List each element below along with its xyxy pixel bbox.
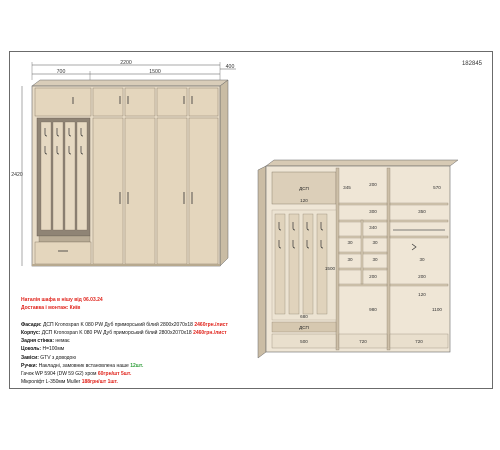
order-title [21, 296, 261, 312]
dim-200: 200 [369, 182, 377, 187]
dim-height: 2420 [11, 172, 23, 178]
dim-340: 340 [369, 225, 377, 230]
dim-120a: 120 [300, 198, 308, 203]
dim-30e: 30 [419, 257, 425, 262]
dim-300: 300 [369, 209, 377, 214]
dim-980: 980 [369, 307, 377, 312]
front-view [11, 60, 236, 266]
order-number: 182845 [461, 61, 482, 67]
dim-30b: 30 [372, 240, 378, 245]
dim-30d: 30 [372, 257, 378, 262]
drawing-sheet [9, 51, 493, 389]
spec-facade: Фасади: ДСП Kronospan K 080 PW Дуб приморський білий 2800х2070х18 2460грн./лист [21, 322, 228, 329]
dim-345: 345 [343, 185, 351, 190]
spec-hook: Гачок WP 5904 (DW 59 G2) хром 60грн/шт 5шт. [21, 370, 132, 377]
dim-350: 350 [418, 209, 426, 214]
inside-view [258, 160, 458, 358]
dim-depth: 400 [225, 64, 235, 70]
dim-30c: 30 [347, 257, 353, 262]
spec-body: Корпус: ДСП Kronospan K 080 PW Дуб приморський білий 2800х2070х18 2460грн./лист [21, 330, 227, 337]
order-title-line1: Наталія шафа в нішу від 06.03.24 [21, 297, 103, 303]
dim-500: 500 [300, 339, 308, 344]
dim-200c: 200 [418, 274, 426, 279]
spec-back: Задня стінка: немає [21, 338, 70, 345]
spec-notes [21, 296, 261, 386]
dim-width-left: 700 [56, 69, 66, 75]
dim-120b: 120 [418, 292, 426, 297]
dim-30a: 30 [347, 240, 353, 245]
spec-hinges: Завіси: GTV з доводою [21, 354, 77, 361]
dim-1100: 1100 [432, 307, 442, 312]
label-top-left-panel: ДСП [299, 186, 309, 191]
spec-handles: Ручки: Накладні, замовник встановлена наше 12шт. [21, 362, 144, 369]
spec-rail: Мікроліфт L-350мм Muller 188грн/шт 1шт. [21, 378, 118, 385]
order-title-line2: Доставка і монтаж: Київ [21, 305, 81, 312]
spec-plinth: Цоколь: Н=100мм [21, 346, 65, 353]
dim-720b: 720 [415, 339, 423, 344]
dim-680: 680 [300, 314, 308, 319]
label-bottom-left-panel: ДСП [299, 325, 309, 330]
dim-720a: 720 [359, 339, 367, 344]
dim-200b: 200 [369, 274, 377, 279]
dim-width-total: 2200 [120, 60, 132, 66]
dim-570: 570 [433, 185, 441, 190]
dim-1500: 1500 [324, 266, 336, 271]
dim-width-right: 1500 [149, 69, 161, 75]
